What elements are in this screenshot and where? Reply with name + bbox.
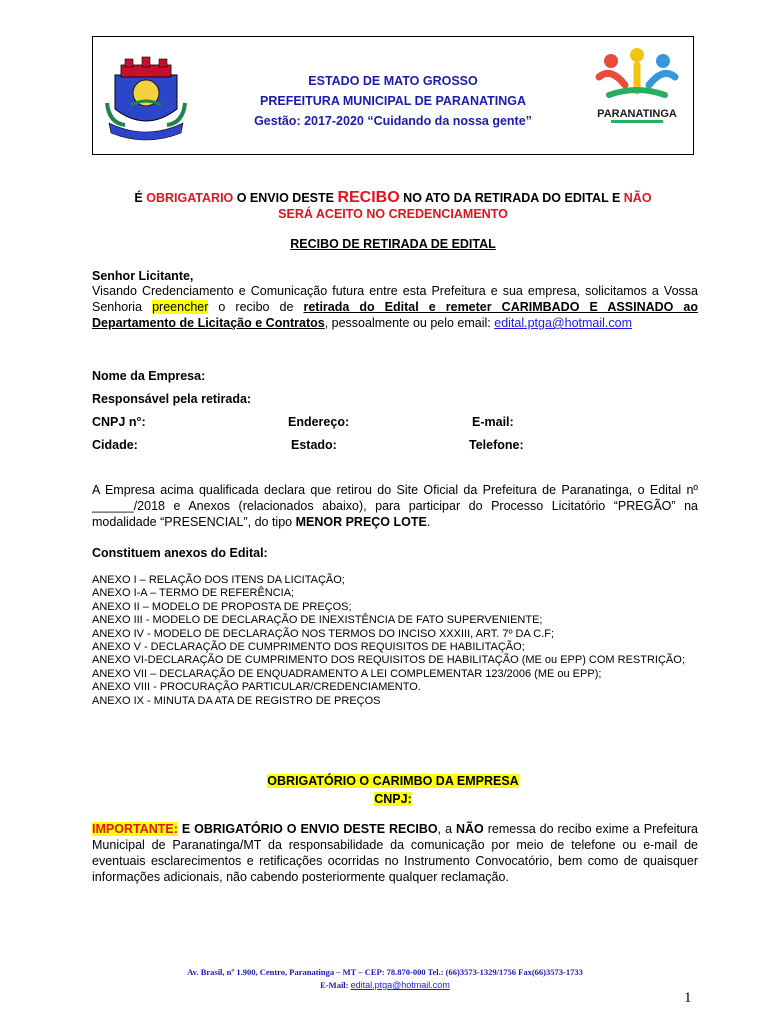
stamp-cnpj: CNPJ: [374,792,412,806]
paranatinga-logo-icon [591,47,683,127]
mandatory-notice: É OBRIGATARIO O ENVIO DESTE RECIBO NO ATO DA RETIRADA DO EDITAL E NÃO [134,189,652,206]
annex-item: ANEXO I – RELAÇÃO DOS ITENS DA LICITAÇÃO; [92,574,345,586]
stamp-required: OBRIGATÓRIO O CARIMBO DA EMPRESA [267,774,519,788]
annex-item: ANEXO I-A – TERMO DE REFERÊNCIA; [92,587,295,600]
label-responsible: Responsável pela retirada: [92,392,252,406]
header-state: ESTADO DE MATO GROSSO [308,74,478,88]
label-cnpj: CNPJ n°: [92,415,146,429]
page-number: 1 [684,990,692,1006]
annex-item: ANEXO IV - MODELO DE DECLARAÇÃO NOS TERMOS DO INCISO XXXIII, ART. 7º DA C.F; [92,627,555,640]
logo-text: PARANATINGA [597,108,677,120]
notice-line-2: SERÁ ACEITO NO CREDENCIAMENTO [278,207,508,221]
declaration-paragraph: A Empresa acima qualificada declara que retirou do Site Oficial da Prefeitura de Paranatinga, o Edital nº ______/2018 e Anexos (relacionados abaixo), para participar do Processo Licitatório “PREGÃO” na modalidade “PRESENCIAL”, do tipo MENOR PREÇO LOTE. [92,483,698,529]
annex-item: ANEXO VIII - PROCURAÇÃO PARTICULAR/CREDENCIAMENTO. [92,681,421,694]
footer-address: Av. Brasil, nº 1.900, Centro, Paranatinga – MT – CEP: 78.870-000 Tel.: (66)3573-1329/1756 Fax(66)3573-1733 [187,967,583,977]
label-state: Estado: [291,438,337,452]
important-label: IMPORTANTE: [92,822,178,836]
letterhead [92,36,694,155]
annex-item: ANEXO VI-DECLARAÇÃO DE CUMPRIMENTO DOS REQUISITOS DE HABILITAÇÃO (ME ou EPP) COM RESTRIÇÃO; [92,654,685,667]
label-email: E-mail: [472,415,514,429]
footer-email: E-Mail: edital.ptga@hotmail.com [320,980,450,990]
annex-item: ANEXO IX - MINUTA DA ATA DE REGISTRO DE PREÇOS [92,694,381,707]
greeting: Senhor Licitante, [92,269,194,283]
label-phone: Telefone: [469,438,524,452]
label-city: Cidade: [92,438,138,452]
document-title: RECIBO DE RETIRADA DE EDITAL [290,237,496,251]
annex-item: ANEXO II – MODELO DE PROPOSTA DE PREÇOS; [92,600,352,613]
header-management: Gestão: 2017-2020 “Cuidando da nossa gente” [254,114,532,128]
intro-paragraph: Visando Credenciamento e Comunicação futura entre esta Prefeitura e sua empresa, solicitamos a Vossa Senhoria preencher o recibo de retirada do Edital e remeter CARIMBADO E ASSINADO ao Departamento de Licitação e Contratos, pessoalmente ou pelo email: edital.ptga@hotmail.com [92,284,699,330]
footer-email-link[interactable]: edital.ptga@hotmail.com [350,980,450,990]
header-municipality: PREFEITURA MUNICIPAL DE PARANATINGA [260,94,526,108]
annex-item: ANEXO VII – DECLARAÇÃO DE ENQUADRAMENTO A LEI COMPLEMENTAR 123/2006 (ME ou EPP); [92,667,602,680]
important-paragraph: IMPORTANTE: E OBRIGATÓRIO O ENVIO DESTE RECIBO, a NÃO remessa do recibo exime a Prefeitura Municipal de Paranatinga/MT da responsabilidade da comunicação por meio de telefone ou e-mail de eventuais esclarecimentos e retificações ocorridas no Instrumento Convocatório, bem como de quaisquer informações adicionais, não cabendo posteriormente qualquer reclamação. [92,822,698,884]
annex-item: ANEXO V - DECLARAÇÃO DE CUMPRIMENTO DOS REQUISITOS DE HABILITAÇÃO; [92,641,525,654]
annex-list [92,574,702,708]
annex-item: ANEXO III - MODELO DE DECLARAÇÃO DE INEXISTÊNCIA DE FATO SUPERVENIENTE; [92,614,543,627]
label-address: Endereço: [288,415,350,429]
email-link[interactable]: edital.ptga@hotmail.com [494,316,633,330]
annex-title: Constituem anexos do Edital: [92,546,268,560]
label-company-name: Nome da Empresa: [92,369,206,383]
